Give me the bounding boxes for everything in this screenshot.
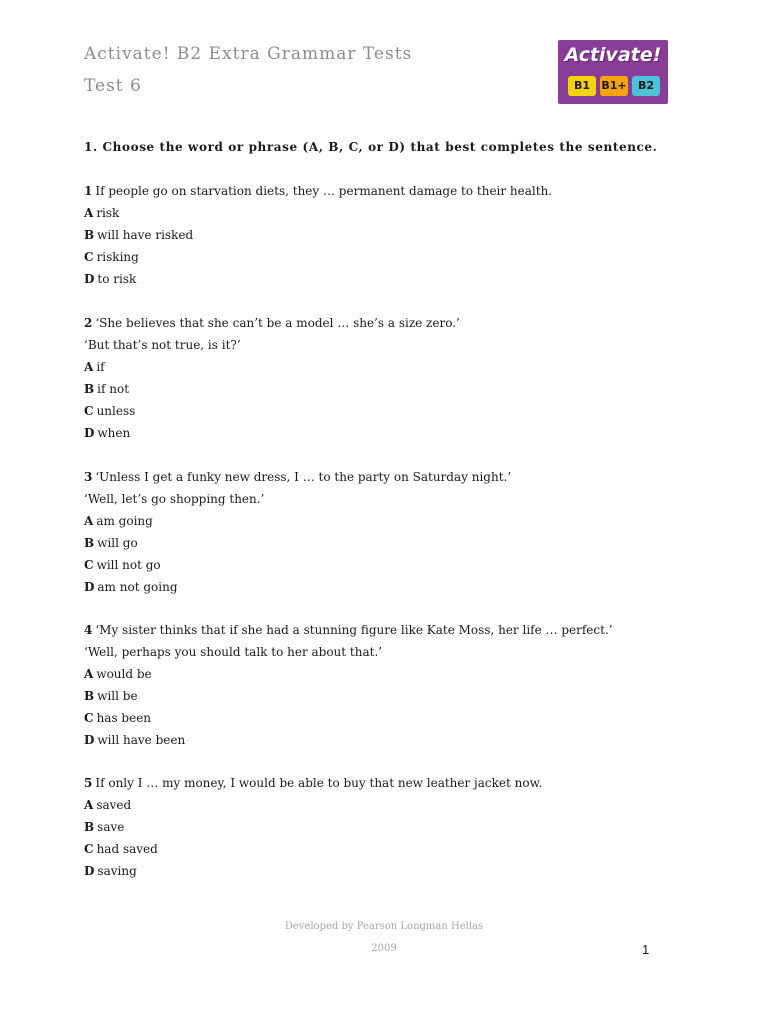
document-title: Activate! B2 Extra Grammar Tests [84,44,413,64]
option-row [84,842,158,856]
option-letter: B [84,228,95,242]
option-row [84,382,129,396]
logo-wordmark: Activate! [564,44,662,66]
question-number: 2 [84,316,93,330]
option-text: am not going [97,580,178,594]
logo-badge-b1: B1 [568,76,596,96]
option-letter: D [84,272,95,286]
question-number: 1 [84,184,93,198]
option-text: would be [96,667,152,681]
option-letter: C [84,558,94,572]
option-text: am going [96,514,153,528]
option-row [84,206,119,220]
option-row [84,733,185,747]
page-number: 1 [642,942,650,957]
option-letter: C [84,842,94,856]
option-text: had saved [96,842,158,856]
option-letter: D [84,580,95,594]
question-4-reply: ‘Well, perhaps you should talk to her about that.’ [84,645,383,659]
option-text: will not go [96,558,161,572]
test-number: Test 6 [84,76,142,96]
question-text: If people go on starvation diets, they … permanent damage to their health. [95,184,553,198]
option-row [84,404,135,418]
option-text: unless [96,404,136,418]
option-row [84,426,130,440]
option-letter: A [84,667,94,681]
option-text: will be [97,689,138,703]
option-row [84,536,138,550]
option-row [84,820,124,834]
option-row [84,667,152,681]
option-text: has been [96,711,152,725]
question-3-stem [84,470,511,484]
option-text: risking [96,250,139,264]
option-letter: D [84,864,95,878]
footer-developer: Developed by Pearson Longman Hellas [284,921,484,932]
question-number: 3 [84,470,93,484]
option-letter: B [84,382,95,396]
option-text: will go [97,536,138,550]
option-letter: B [84,820,95,834]
option-row [84,689,138,703]
option-text: when [97,426,131,440]
option-text: to risk [97,272,137,286]
option-letter: C [84,250,94,264]
question-number: 5 [84,776,93,790]
option-letter: B [84,536,95,550]
option-row [84,250,139,264]
option-row [84,711,151,725]
option-text: saved [96,798,132,812]
option-text: risk [96,206,120,220]
option-text: will have been [97,733,186,747]
question-2-stem [84,316,460,330]
option-row [84,228,193,242]
option-letter: B [84,689,95,703]
option-letter: A [84,514,94,528]
footer-year: 2009 [371,943,397,954]
question-text: ‘Unless I get a funky new dress, I … to the party on Saturday night.’ [95,470,512,484]
option-row [84,272,136,286]
question-2-reply: ‘But that’s not true, is it?’ [84,338,241,352]
logo-badge-b1plus: B1+ [600,76,628,96]
option-row [84,558,161,572]
activate-logo [558,40,668,104]
option-row [84,514,153,528]
question-1-stem [84,184,552,198]
option-row [84,798,131,812]
option-letter: C [84,404,94,418]
option-letter: A [84,360,94,374]
question-5-stem [84,776,542,790]
option-text: will have risked [97,228,194,242]
option-text: saving [97,864,137,878]
option-row [84,864,137,878]
option-letter: A [84,798,94,812]
question-3-reply: ‘Well, let’s go shopping then.’ [84,492,265,506]
option-letter: C [84,711,94,725]
option-text: if not [97,382,130,396]
option-letter: A [84,206,94,220]
option-row [84,360,105,374]
question-text: ‘My sister thinks that if she had a stunning figure like Kate Moss, her life … perfect.’ [95,623,613,637]
option-text: save [97,820,125,834]
option-letter: D [84,733,95,747]
exercise-instruction: 1. Choose the word or phrase (A, B, C, or D) that best completes the sentence. [84,140,658,154]
question-number: 4 [84,623,93,637]
option-letter: D [84,426,95,440]
question-text: ‘She believes that she can’t be a model … she’s a size zero.’ [95,316,460,330]
logo-badge-b2: B2 [632,76,660,96]
option-row [84,580,178,594]
option-text: if [96,360,105,374]
question-4-stem [84,623,613,637]
question-text: If only I … my money, I would be able to buy that new leather jacket now. [95,776,543,790]
